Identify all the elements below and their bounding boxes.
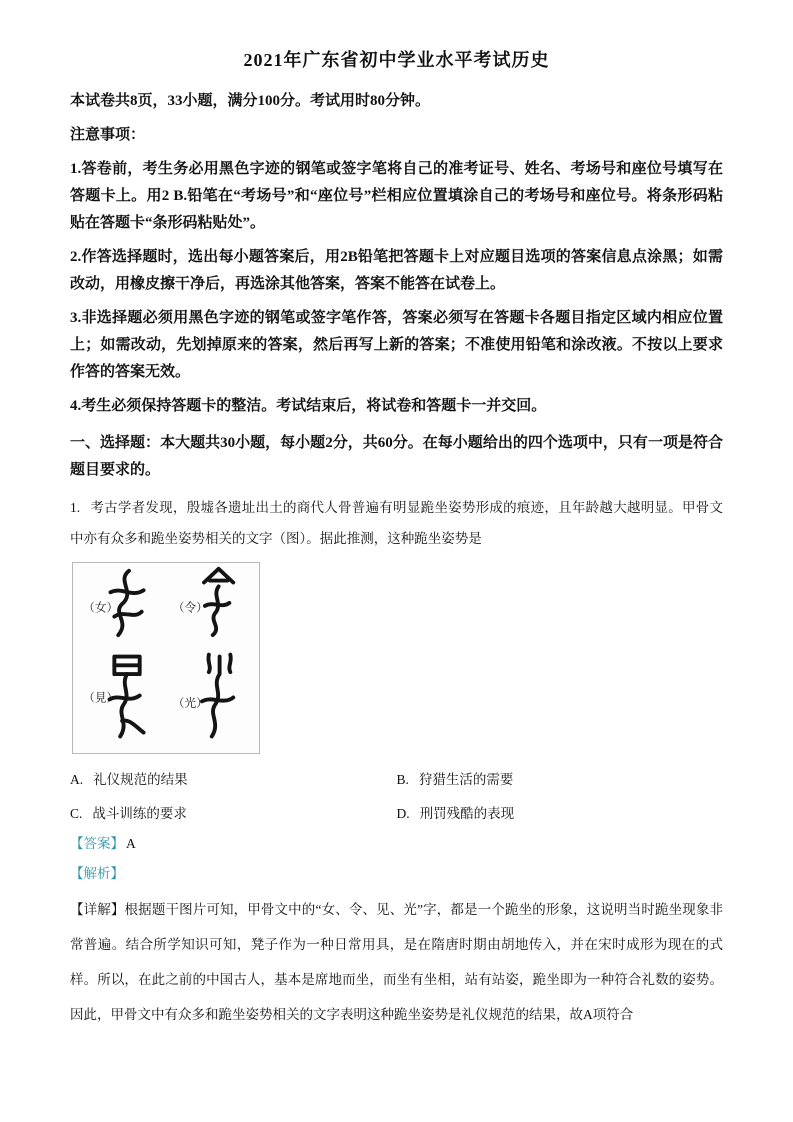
figure-label-jian: （見）: [83, 691, 119, 705]
option-b-text: 狩猎生活的需要: [418, 772, 514, 788]
section-header: 一、选择题：本大题共30小题，每小题2分，共60分。在每小题给出的四个选项中，只有一项是符合题目要求的。: [70, 435, 723, 478]
question-1: [70, 492, 723, 554]
option-d: [397, 802, 724, 822]
option-b-key: B.: [396, 772, 409, 788]
option-d-key: D.: [396, 806, 410, 822]
option-c-key: C.: [70, 806, 83, 822]
option-d-text: 刑罚残酷的表现: [419, 806, 515, 822]
options-grid: [70, 768, 723, 822]
notice-item-4: 4.考生必须保持答题卡的整洁。考试结束后，将试卷和答题卡一并交回。: [70, 398, 547, 414]
question-number: 1.: [70, 500, 81, 515]
question-stem: 考古学者发现，殷墟各遗址出土的商代人骨普遍有明显跪坐姿势形成的痕迹，且年龄越大越明显。甲骨文中亦有众多和跪坐姿势相关的文字（图）。据此推测，这种跪坐姿势是: [70, 500, 723, 547]
figure-label-ling: （令）: [172, 601, 208, 615]
figure-label-guang: （光）: [172, 697, 208, 711]
option-a: [70, 768, 397, 788]
oracle-glyph-guang: [202, 655, 233, 737]
option-a-key: A.: [70, 772, 84, 788]
oracle-script-image: [73, 563, 259, 753]
option-c: [70, 802, 397, 822]
option-a-text: 礼仪规范的结果: [93, 772, 188, 788]
notice-item-3: 3.非选择题必须用黑色字迹的钢笔或签字笔作答，答案必须写在答题卡各题目指定区域内相应位置上；如需改动，先划掉原来的答案，然后再写上新的答案；不准使用铅笔和涂改液。不按以上要求作答的答案无效。: [70, 310, 723, 380]
oracle-glyph-ling: [204, 569, 233, 635]
option-c-text: 战斗训练的要求: [92, 806, 187, 822]
figure-label-nu: （女）: [83, 601, 119, 615]
answer-value: A: [126, 836, 136, 852]
page-title: 2021年广东省初中学业水平考试历史: [243, 50, 550, 70]
detail-paragraph: 【详解】根据题干图片可知，甲骨文中的“女、令、见、光”字，都是一个跪坐的形象，这说明当时跪坐现象非常普遍。结合所学知识可知，凳子作为一种日常用具，是在隋唐时期由胡地传入，并在宋时成形为现在的式样。所以，在此之前的中国古人，基本是席地而坐，而坐有坐相，站有站姿，跪坐即为一种符合礼数的姿势。因此，甲骨文中有众多和跪坐姿势相关的文字表明这种跪坐姿势是礼仪规范的结果，故A项符合: [70, 902, 723, 1023]
notice-item-2: 2.作答选择题时，选出每小题答案后，用2B铅笔把答题卡上对应题目选项的答案信息点涂黑；如需改动，用橡皮擦干净后，再选涂其他答案，答案不能答在试卷上。: [70, 249, 723, 292]
notice-header: 注意事项：: [70, 127, 146, 143]
notice-item-1: 1.答卷前，考生务必用黑色字迹的钢笔或签字笔将自己的准考证号、姓名、考场号和座位号填写在答题卡上。用2 B.铅笔在“考场号”和“座位号”栏相应位置填涂自己的考场号和座位号。将条形码粘贴在答题卡“条形码粘贴处”。: [70, 161, 723, 231]
exam-info: 本试卷共8页，33小题，满分100分。考试用时80分钟。: [70, 93, 431, 109]
oracle-script-figure: [72, 562, 260, 754]
option-b: [397, 768, 724, 788]
answer-label: 【答案】: [70, 836, 124, 852]
analysis-label: 【解析】: [70, 866, 124, 882]
analysis-line: [70, 862, 723, 882]
answer-line: [70, 832, 723, 852]
